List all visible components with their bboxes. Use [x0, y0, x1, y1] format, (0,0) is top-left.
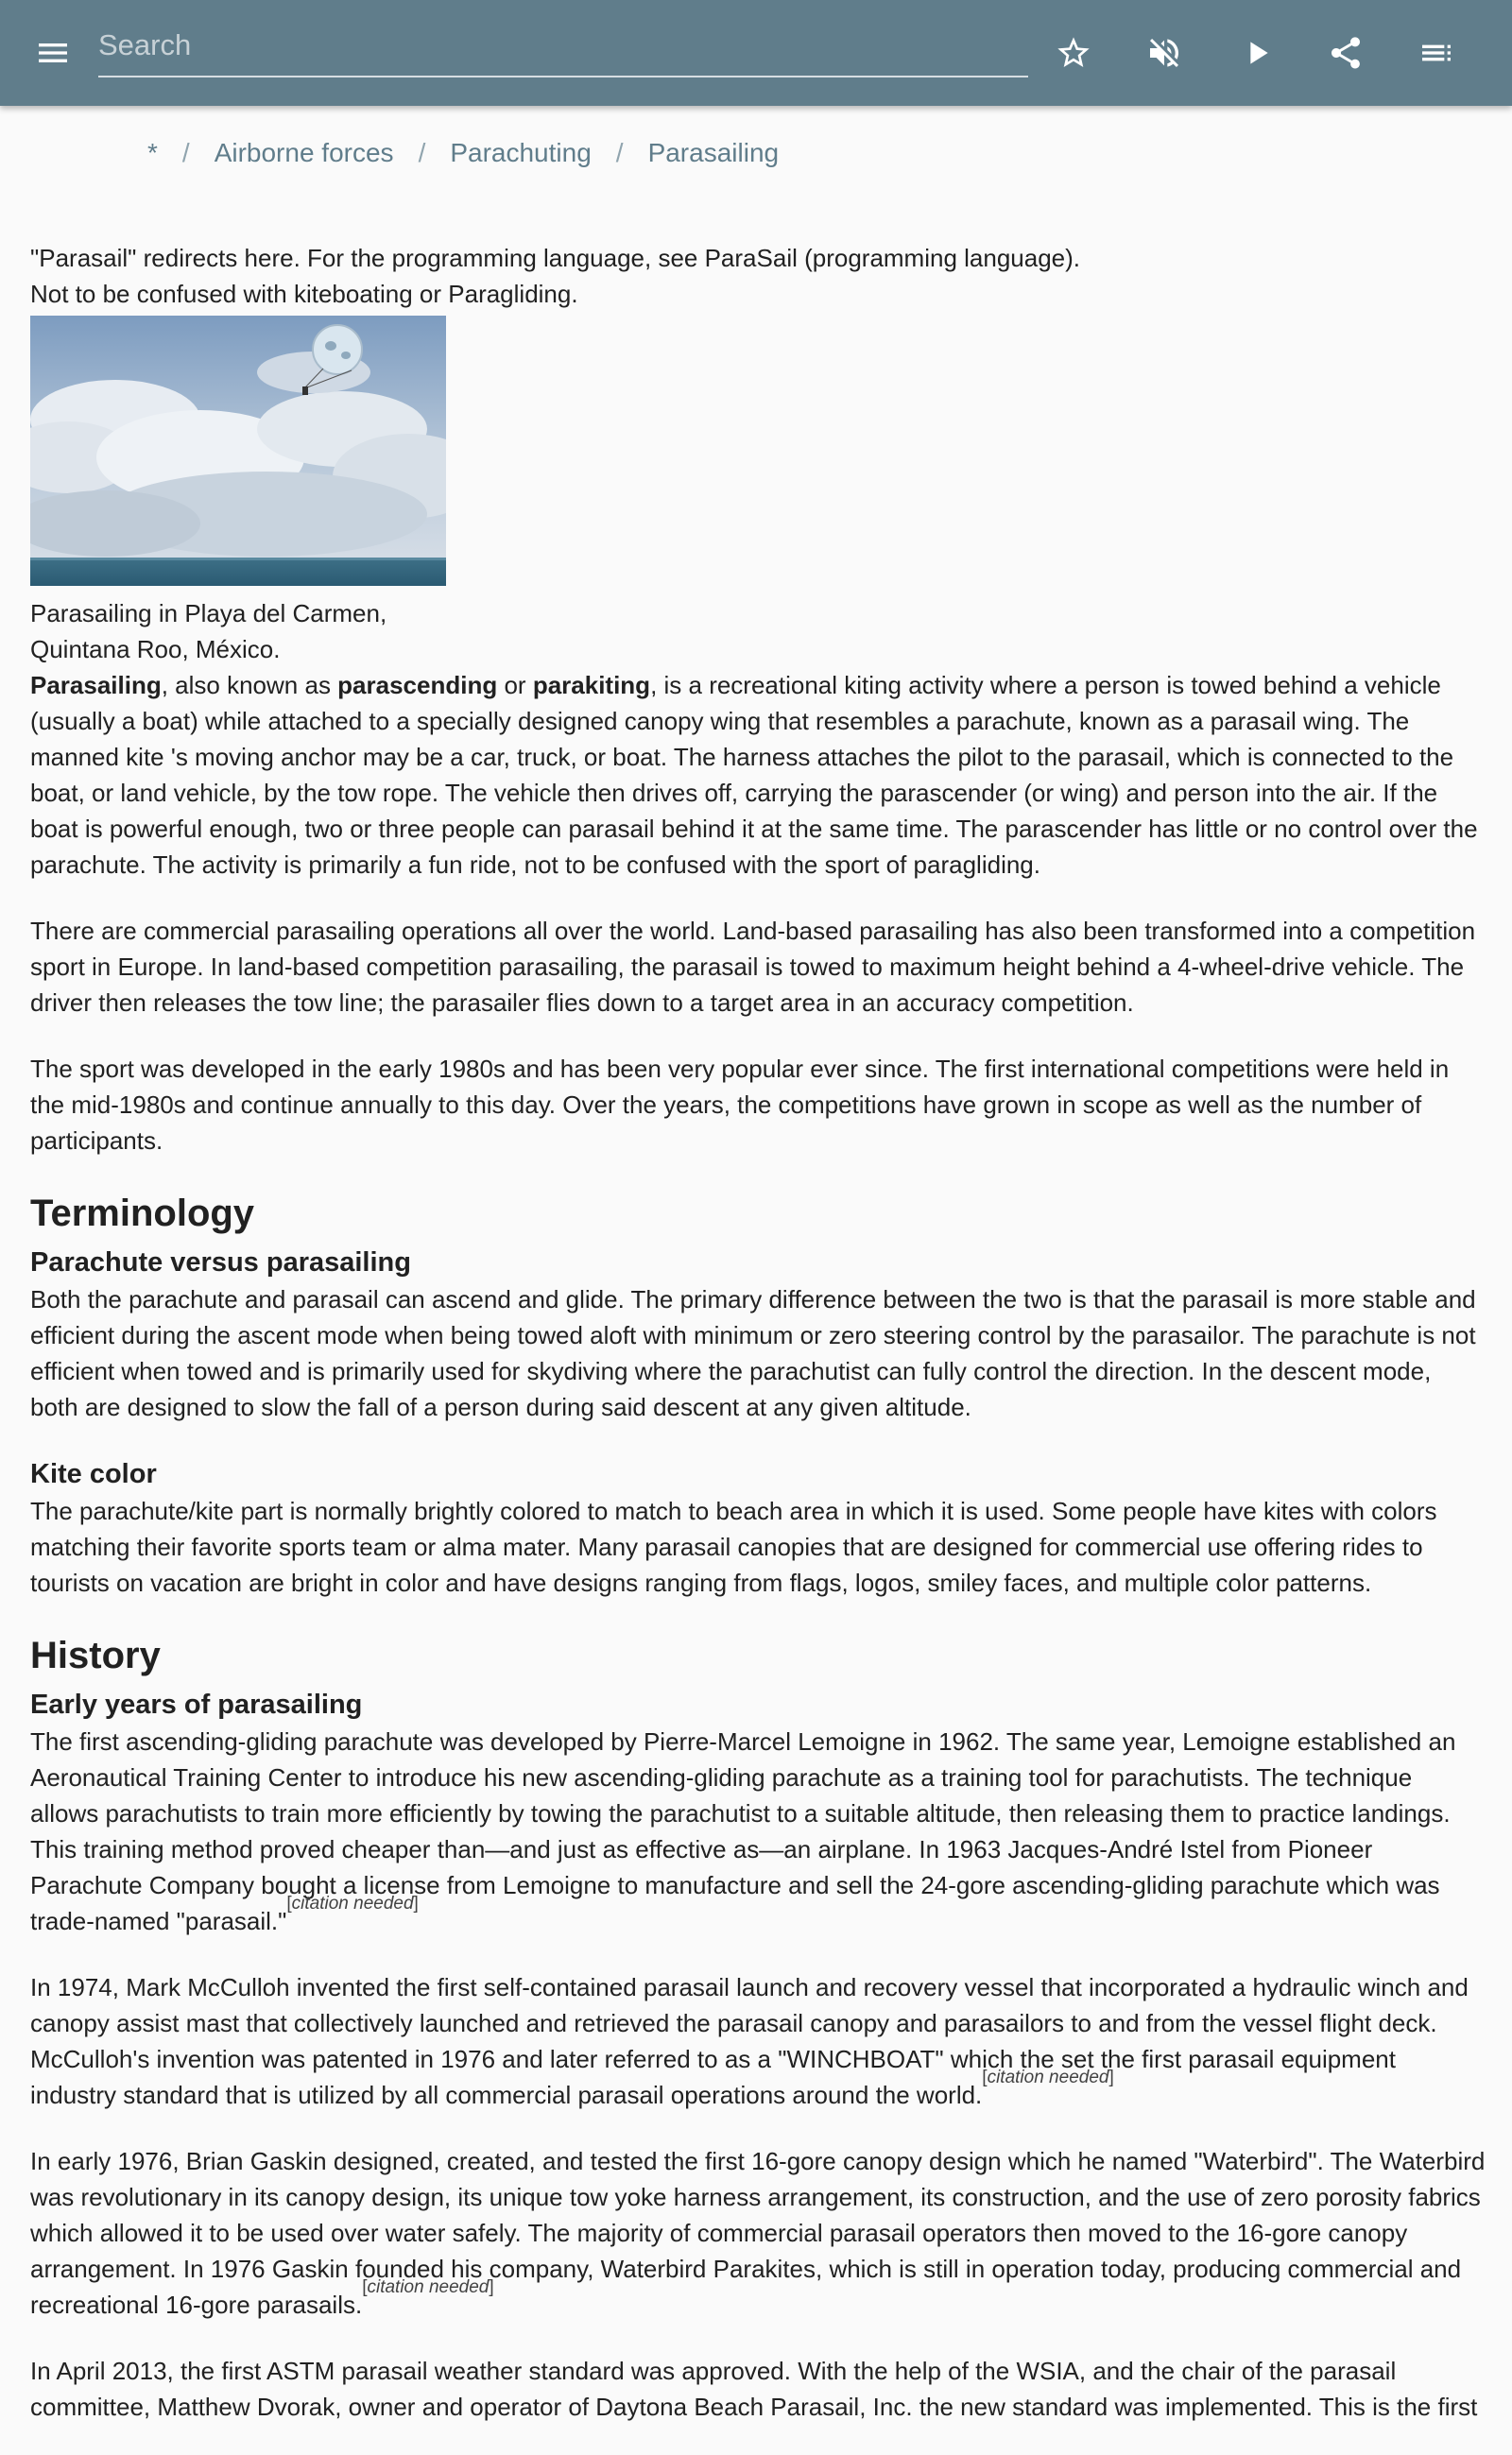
intro-paragraph-3: The sport was developed in the early 1980s and has been very popular ever since. The first international competitions were held in the mid-1980s and continue annually to this day. Over the years, the competitions have grown in scope as well as the number of participants. [30, 1055, 1450, 1155]
term-parakiting: parakiting [532, 671, 651, 699]
citation-needed-link[interactable]: [citation needed] [286, 1894, 419, 1914]
citation-needed-link[interactable]: [citation needed] [362, 2277, 494, 2297]
history-text: In early 1976, Brian Gaskin designed, created, and tested the first 16-gore canopy design which he named "Waterbird". The Waterbird was revolutionary in its canopy design, its unique tow yoke harness arrangement, its construction, and the use of zero porosity fabrics which allowed it to be used over water safely. The majority of commercial parasail operators then moved to the 16-gore canopy arrangement. In 1976 Gaskin founded his company, Waterbird Parakites, which is still in operation today, producing commercial and recreational 16-gore parasails. [30, 2147, 1486, 2319]
image-caption-line1: Parasailing in Playa del Carmen, [30, 599, 387, 627]
breadcrumb-separator: / [615, 138, 624, 167]
play-icon[interactable] [1228, 25, 1285, 81]
image-caption-line2: Quintana Roo, México. [30, 635, 281, 663]
history-paragraph-1 [30, 1724, 1486, 1939]
term-parascending: parascending [337, 671, 498, 699]
breadcrumb-parachuting[interactable]: Parachuting [450, 138, 592, 167]
terminology-paragraph-1: Both the parachute and parasail can ascend and glide. The primary difference between the two is that the parasail is more stable and efficient during the ascent mode when being towed aloft with minimum or zero steering control by the parasailor. The parachute is not efficient when towed and is primarily used for skydiving where the parachutist can fully control the direction. In the descent mode, both are designed to slow the fall of a person during said descent at any given altitude. [30, 1285, 1476, 1421]
search-field[interactable] [98, 19, 1028, 77]
section-heading-history: History [30, 1635, 161, 1676]
history-paragraph-4: In April 2013, the first ASTM parasail weather standard was approved. With the help of the WSIA, and the chair of the parasail committee, Matthew Dvorak, owner and operator of Daytona Beach Parasail, Inc. the new standard was implemented. This is the first [30, 2357, 1478, 2421]
toc-icon[interactable] [1408, 25, 1465, 81]
breadcrumb-separator: / [418, 138, 426, 167]
breadcrumb-airborne-forces[interactable]: Airborne forces [214, 138, 394, 167]
hatnote-confusion: Not to be confused with kiteboating or Paragliding. [30, 280, 578, 308]
history-text: In 1974, Mark McCulloh invented the first self-contained parasail launch and recovery vessel that incorporated a hydraulic winch and canopy assist mast that collectively launched and retrieved the parasail canopy and parasailors to and from the vessel flight deck. McCulloh's invention was patented in 1976 and later referred to as a "WINCHBOAT" which the set the first parasail equipment industry standard that is utilized by all commercial parasail operations around the world. [30, 1973, 1469, 2109]
menu-icon[interactable] [25, 25, 81, 81]
intro-paragraph-2: There are commercial parasailing operations all over the world. Land-based parasailing has also been transformed into a competition sport in Europe. In land-based competition parasailing, the parasail is towed to maximum height behind a 4-wheel-drive vehicle. The driver then releases the tow line; the parasailer flies down to a target area in an accuracy competition. [30, 917, 1476, 1017]
breadcrumb [147, 138, 779, 168]
share-icon[interactable] [1317, 25, 1374, 81]
intro-text: , is a recreational kiting activity where a person is towed behind a vehicle (usually a boat) while attached to a specially designed canopy wing that resembles a parachute, known as a parasail wing. The manned kite 's moving anchor may be a car, truck, or boat. The harness attaches the pilot to the parasail, which is connected to the boat, or land vehicle, by the tow rope. The vehicle then drives off, carrying the parascender (or wing) and person into the air. If the boat is powerful enough, two or three people can parasail behind it at the same time. The parascender has little or no control over the parachute. The activity is primarily a fun ride, not to be confused with the sport of paragliding. [30, 671, 1478, 879]
intro-paragraph [30, 667, 1486, 883]
star-icon[interactable] [1045, 25, 1102, 81]
parasailing-photo[interactable] [30, 316, 446, 586]
breadcrumb-home[interactable]: * [147, 138, 158, 167]
article-content [30, 240, 1486, 2455]
history-paragraph-2 [30, 1969, 1486, 2113]
history-paragraph-3 [30, 2143, 1486, 2323]
subsection-heading-early-years: Early years of parasailing [30, 1690, 363, 1720]
subsection-heading-kite-color: Kite color [30, 1459, 157, 1489]
section-heading-terminology: Terminology [30, 1193, 255, 1234]
breadcrumb-separator: / [181, 138, 190, 167]
hatnote-redirect: "Parasail" redirects here. For the programming language, see ParaSail (programming language). [30, 244, 1081, 272]
subsection-heading-parachute-vs-parasailing: Parachute versus parasailing [30, 1247, 411, 1278]
citation-needed-link[interactable]: [citation needed] [982, 2068, 1114, 2087]
term-parasailing: Parasailing [30, 671, 162, 699]
app-bar [0, 0, 1512, 106]
history-text: The first ascending-gliding parachute was developed by Pierre-Marcel Lemoigne in 1962. The same year, Lemoigne established an Aeronautical Training Center to introduce his new ascending-gliding parachute as a training tool for parachutists. The technique allows parachutists to train more efficiently by towing the parachutist to a suitable altitude, then releasing them to practice landings. This training method proved cheaper than—and just as effective as—an airplane. In 1963 Jacques-André Istel from Pioneer Parachute Company bought a license from Lemoigne to manufacture and sell the 24-gore ascending-gliding parachute which was trade-named "parasail." [30, 1727, 1456, 1935]
intro-text: or [497, 671, 533, 699]
intro-text: , also known as [161, 671, 338, 699]
volume-off-icon[interactable] [1136, 25, 1193, 81]
breadcrumb-parasailing[interactable]: Parasailing [647, 138, 780, 167]
search-input[interactable] [98, 19, 1028, 72]
terminology-paragraph-2: The parachute/kite part is normally brightly colored to match to beach area in which it is used. Some people have kites with colors matching their favorite sports team or alma mater. Many parasail canopies that are designed for commercial use offering rides to tourists on vacation are bright in color and have designs ranging from flags, logos, smiley faces, and multiple color patterns. [30, 1497, 1437, 1597]
